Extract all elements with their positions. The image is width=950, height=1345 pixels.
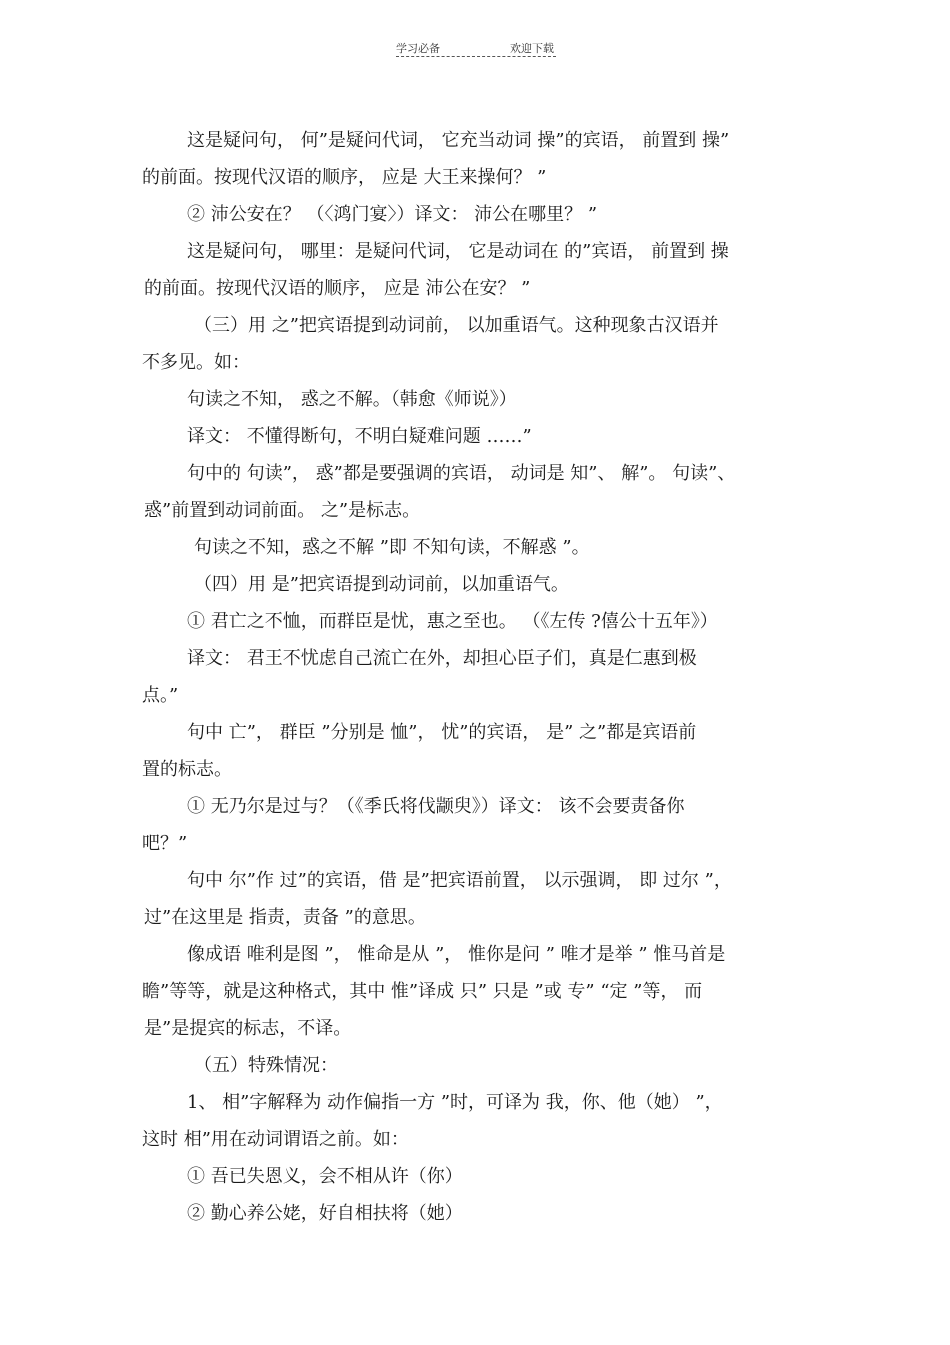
paragraph-line: 1、 相”字解释为 动作偏指一方 ”时，可译为 我，你、他（她） ”， bbox=[187, 1092, 723, 1113]
paragraph-line: 句读之不知， 惑之不解。（韩愈《师说》） bbox=[187, 389, 517, 410]
paragraph-line: 的前面。按现代汉语的顺序， 应是 大王来操何？ ” bbox=[142, 167, 547, 188]
paragraph-line: ① 君亡之不恤，而群臣是忧，惠之至也。 （《左传 ?僖公十五年》） bbox=[187, 611, 718, 632]
paragraph-line: 过”在这里是 指责，责备 ”的意思。 bbox=[144, 907, 426, 928]
paragraph-line: 这是疑问句， 哪里：是疑问代词， 它是动词在 的”宾语， 前置到 操 bbox=[187, 241, 729, 262]
paragraph-line: ② 勤心养公姥，好自相扶将（她） bbox=[187, 1203, 463, 1224]
paragraph-line: 译文： 不懂得断句，不明白疑难问题 ……” bbox=[187, 426, 532, 447]
paragraph-line: ② 沛公安在？ （〈鸿门宴〉）译文： 沛公在哪里？ ” bbox=[187, 204, 598, 225]
header-right-text: 欢迎下载 bbox=[510, 42, 554, 55]
paragraph-line: 的前面。按现代汉语的顺序， 应是 沛公在安？ ” bbox=[144, 278, 531, 299]
paragraph-line: 这时 相”用在动词谓语之前。如： bbox=[142, 1129, 409, 1150]
header-left-text: 学习必备 bbox=[396, 42, 440, 55]
paragraph-line: 瞻”等等，就是这种格式，其中 惟”译成 只” 只是 ”或 专” “定 ”等， 而 bbox=[142, 981, 703, 1002]
paragraph-line: 句中 亡”， 群臣 ”分别是 恤”， 忧”的宾语， 是” 之”都是宾语前 bbox=[187, 722, 697, 743]
page-header bbox=[396, 40, 556, 57]
paragraph-line: 句中 尔”作 过”的宾语，借 是”把宾语前置， 以示强调， 即 过尔 ”， bbox=[187, 870, 732, 891]
paragraph-line: 置的标志。 bbox=[142, 759, 232, 780]
paragraph-line: 不多见。如： bbox=[142, 352, 250, 373]
section-heading: （四）用 是”把宾语提到动词前，以加重语气。 bbox=[194, 574, 569, 595]
paragraph-line: 译文： 君王不忧虑自己流亡在外，却担心臣子们，真是仁惠到极 bbox=[187, 648, 697, 669]
paragraph-line: 惑”前置到动词前面。 之”是标志。 bbox=[144, 500, 421, 521]
section-heading: （三）用 之”把宾语提到动词前， 以加重语气。这种现象古汉语并 bbox=[194, 315, 719, 336]
paragraph-line: 像成语 唯利是图 ”， 惟命是从 ”， 惟你是问 ” 唯才是举 ” 惟马首是 bbox=[187, 944, 726, 965]
paragraph-line: 这是疑问句， 何”是疑问代词， 它充当动词 操”的宾语， 前置到 操” bbox=[187, 130, 730, 151]
paragraph-line: 句中的 句读”， 惑”都是要强调的宾语， 动词是 知”、 解”。 句读”、 bbox=[187, 463, 736, 484]
paragraph-line: 吧？” bbox=[142, 833, 188, 854]
body-text bbox=[142, 122, 812, 1232]
paragraph-line: ① 吾已失恩义，会不相从许（你） bbox=[187, 1166, 463, 1187]
paragraph-line: 点。” bbox=[142, 685, 179, 706]
paragraph-line: ① 无乃尔是过与？（《季氏将伐颛臾》）译文： 该不会要责备你 bbox=[187, 796, 685, 817]
paragraph-line: 是”是提宾的标志，不译。 bbox=[144, 1018, 352, 1039]
paragraph-line: 句读之不知，惑之不解 ”即 不知句读，不解惑 ”。 bbox=[194, 537, 590, 558]
section-heading: （五）特殊情况： bbox=[194, 1055, 338, 1076]
